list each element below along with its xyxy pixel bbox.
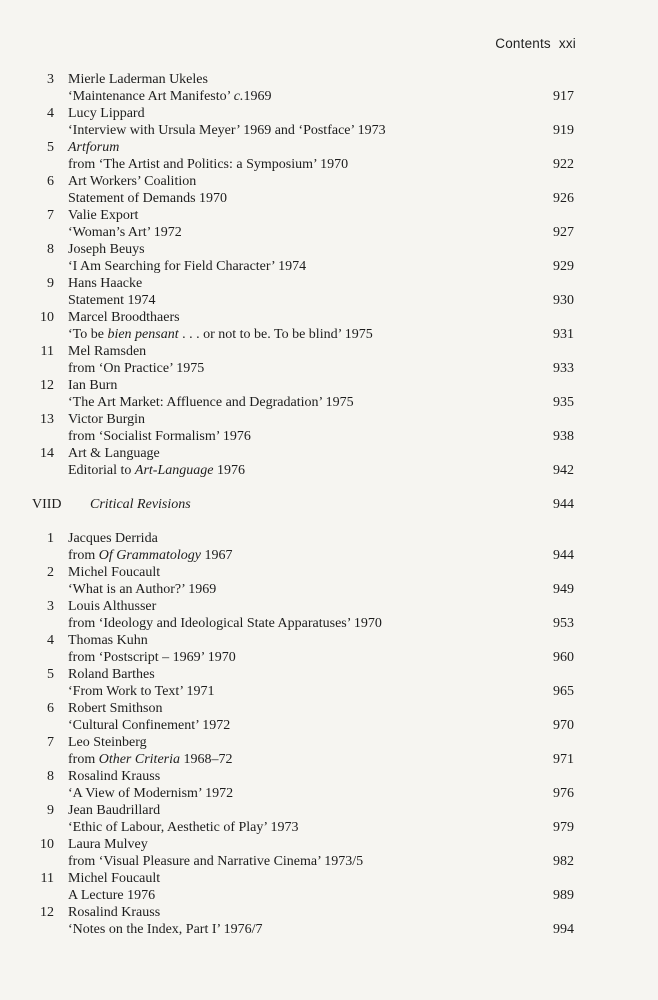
entry-title-italic: Art-Language [134, 463, 214, 478]
entry-title-text: from ‘Ideology and Ideological State Apparatuses’ 1970 [68, 616, 382, 631]
entry-title-text: from ‘On Practice’ 1975 [68, 361, 205, 376]
toc-entry-author-row [0, 445, 658, 462]
entry-number: 6 [47, 701, 54, 716]
entry-title-text: from ‘The Artist and Politics: a Symposium’ 1970 [68, 157, 349, 172]
entry-author: Hans Haacke [68, 276, 143, 291]
entry-page-number: 935 [553, 395, 574, 410]
entry-title [68, 190, 227, 207]
entry-title [68, 683, 214, 700]
entry-author: Lucy Lippard [68, 106, 145, 121]
entry-number: 1 [47, 531, 54, 546]
entry-number: 14 [40, 446, 54, 461]
entry-number: 4 [47, 633, 54, 648]
entry-title-text: ‘I Am Searching for Field Character’ 1974 [68, 259, 307, 274]
toc-entry-title-row [0, 751, 658, 768]
entry-title [68, 819, 299, 836]
section-number: VIID [32, 497, 62, 512]
entry-number: 7 [47, 208, 54, 223]
toc-entry-author-row [0, 530, 658, 547]
toc-entry-author-row [0, 904, 658, 921]
entry-title-text: from ‘Postscript – 1969’ 1970 [68, 650, 236, 665]
entry-number: 13 [40, 412, 54, 427]
entry-title-text-end: 1976 [213, 463, 245, 478]
entry-page-number: 994 [553, 922, 574, 937]
entry-number: 11 [40, 871, 54, 886]
entry-number: 2 [47, 565, 54, 580]
running-head-page-number: xxi [558, 36, 576, 51]
entry-title [68, 122, 386, 139]
entry-author: Ian Burn [68, 378, 118, 393]
entry-number: 10 [40, 837, 54, 852]
entry-title [68, 360, 204, 377]
toc-group-critical-revisions [0, 530, 658, 938]
entry-author: Roland Barthes [68, 667, 155, 682]
entry-title-text: from ‘Visual Pleasure and Narrative Cinema’ 1973/5 [68, 854, 364, 869]
entry-page-number: 938 [553, 429, 574, 444]
entry-author: Laura Mulvey [68, 837, 148, 852]
entry-number: 12 [40, 378, 54, 393]
toc-entry-title-row [0, 887, 658, 904]
entry-number: 8 [47, 242, 54, 257]
entry-number: 7 [47, 735, 54, 750]
toc-entry-title-row [0, 326, 658, 343]
entry-page-number: 930 [553, 293, 574, 308]
entry-page-number: 917 [553, 89, 574, 104]
toc-entry-author-row [0, 207, 658, 224]
toc-entry-title-row [0, 785, 658, 802]
entry-page-number: 919 [553, 123, 574, 138]
entry-title-text: ‘Ethic of Labour, Aesthetic of Play’ 1973 [68, 820, 299, 835]
entry-title [68, 649, 236, 666]
entry-page-number: 929 [553, 259, 574, 274]
entry-author: Victor Burgin [68, 412, 146, 427]
entry-author: Artforum [68, 140, 120, 155]
toc-entry-title-row [0, 122, 658, 139]
entry-page-number: 942 [553, 463, 574, 478]
entry-author: Rosalind Krauss [68, 905, 161, 920]
entry-page-number: 971 [553, 752, 574, 767]
entry-title [68, 853, 363, 870]
entry-page-number: 979 [553, 820, 574, 835]
entry-author: Michel Foucault [68, 871, 161, 886]
entry-author: Leo Steinberg [68, 735, 147, 750]
entry-title-text: A Lecture 1976 [68, 888, 156, 903]
entry-page-number: 976 [553, 786, 574, 801]
entry-title [68, 292, 156, 309]
toc-entry-author-row [0, 173, 658, 190]
entry-author: Rosalind Krauss [68, 769, 161, 784]
section-gap [0, 479, 658, 496]
entry-title [68, 258, 306, 275]
entry-author: Michel Foucault [68, 565, 161, 580]
entry-title [68, 547, 233, 564]
toc-entry-title-row [0, 258, 658, 275]
toc-entry-title-row [0, 615, 658, 632]
entry-title-italic: Other Criteria [98, 752, 180, 767]
entry-author: Robert Smithson [68, 701, 163, 716]
entry-title-text: ‘Maintenance Art Manifesto’ [68, 89, 234, 104]
toc-entry-author-row [0, 632, 658, 649]
toc-entry-author-row [0, 666, 658, 683]
entry-author: Thomas Kuhn [68, 633, 148, 648]
toc-entry-author-row [0, 598, 658, 615]
entry-title [68, 751, 233, 768]
toc-entry-author-row [0, 564, 658, 581]
entry-title-text-end: . . . or not to be. To be blind’ 1975 [178, 327, 373, 342]
toc-entry-title-row [0, 547, 658, 564]
entry-title [68, 921, 263, 938]
toc-entry-title-row [0, 394, 658, 411]
entry-number: 5 [47, 140, 54, 155]
entry-title [68, 462, 245, 479]
entry-author: Mierle Laderman Ukeles [68, 72, 208, 87]
entry-number: 5 [47, 667, 54, 682]
toc-entry-title-row [0, 921, 658, 938]
toc-entry-author-row [0, 802, 658, 819]
entry-number: 6 [47, 174, 54, 189]
toc-entry-author-row [0, 309, 658, 326]
entry-title-text: ‘What is an Author?’ 1969 [68, 582, 217, 597]
entry-title [68, 156, 348, 173]
entry-title-text: from [68, 752, 99, 767]
toc-entry-author-row [0, 241, 658, 258]
toc-entry-title-row [0, 190, 658, 207]
toc-entry-title-row [0, 224, 658, 241]
entry-title-text: from [68, 548, 99, 563]
entry-number: 11 [40, 344, 54, 359]
toc-entry-title-row [0, 156, 658, 173]
entry-page-number: 944 [553, 548, 574, 563]
entry-page-number: 970 [553, 718, 574, 733]
entry-title [68, 717, 230, 734]
section-title: Critical Revisions [90, 497, 191, 512]
entry-title-text-end: 1967 [201, 548, 233, 563]
entry-title [68, 88, 271, 105]
toc-entry-author-row [0, 377, 658, 394]
toc-entry-author-row [0, 275, 658, 292]
entry-page-number: 960 [553, 650, 574, 665]
toc-entry-author-row [0, 343, 658, 360]
toc-entry-title-row [0, 819, 658, 836]
toc-entry-author-row [0, 105, 658, 122]
toc-entry-title-row [0, 683, 658, 700]
entry-title-text: Editorial to [68, 463, 135, 478]
entry-author: Art & Language [68, 446, 160, 461]
toc-entry-title-row [0, 853, 658, 870]
toc-group-part-one [0, 71, 658, 479]
entry-title [68, 428, 251, 445]
entry-author: Valie Export [68, 208, 139, 223]
entry-title-text: ‘Woman’s Art’ 1972 [68, 225, 182, 240]
entry-title [68, 581, 216, 598]
entry-number: 10 [40, 310, 54, 325]
entry-title-text: ‘The Art Market: Affluence and Degradation’ 1975 [68, 395, 354, 410]
entry-number: 12 [40, 905, 54, 920]
section-gap [0, 513, 658, 530]
entry-page-number: 989 [553, 888, 574, 903]
table-of-contents [0, 71, 658, 938]
entry-title-text: ‘Interview with Ursula Meyer’ 1969 and ‘Postface’ 1973 [68, 123, 386, 138]
toc-entry-title-row [0, 581, 658, 598]
running-head [495, 36, 576, 51]
toc-entry-author-row [0, 734, 658, 751]
entry-number: 4 [47, 106, 54, 121]
running-head-title: Contents [495, 36, 551, 51]
section-page-number: 944 [553, 497, 574, 512]
entry-page-number: 926 [553, 191, 574, 206]
toc-entry-title-row [0, 428, 658, 445]
entry-title-text-end: 1969 [243, 89, 272, 104]
entry-page-number: 965 [553, 684, 574, 699]
entry-title-text-end: 1968–72 [180, 752, 233, 767]
toc-entry-author-row [0, 700, 658, 717]
entry-title [68, 615, 382, 632]
entry-page-number: 949 [553, 582, 574, 597]
entry-title [68, 785, 233, 802]
entry-author: Louis Althusser [68, 599, 157, 614]
toc-entry-title-row [0, 649, 658, 666]
entry-author: Marcel Broodthaers [68, 310, 180, 325]
entry-title-text: Statement of Demands 1970 [68, 191, 228, 206]
toc-entry-title-row [0, 462, 658, 479]
toc-entry-title-row [0, 360, 658, 377]
entry-title-text: ‘Cultural Confinement’ 1972 [68, 718, 231, 733]
toc-entry-title-row [0, 717, 658, 734]
entry-title-text: from ‘Socialist Formalism’ 1976 [68, 429, 251, 444]
entry-page-number: 922 [553, 157, 574, 172]
toc-entry-author-row [0, 71, 658, 88]
toc-entry-author-row [0, 836, 658, 853]
entry-title [68, 326, 373, 343]
entry-author: Art Workers’ Coalition [68, 174, 197, 189]
entry-author: Jacques Derrida [68, 531, 158, 546]
entry-author: Jean Baudrillard [68, 803, 161, 818]
toc-entry-author-row [0, 139, 658, 156]
entry-number: 9 [47, 803, 54, 818]
entry-title-text: ‘From Work to Text’ 1971 [68, 684, 215, 699]
entry-author: Mel Ramsden [68, 344, 147, 359]
entry-title [68, 224, 182, 241]
toc-entry-author-row [0, 768, 658, 785]
entry-number: 8 [47, 769, 54, 784]
entry-author: Joseph Beuys [68, 242, 145, 257]
entry-title-text: ‘Notes on the Index, Part I’ 1976/7 [68, 922, 263, 937]
toc-entry-title-row [0, 88, 658, 105]
entry-title-italic: c. [233, 89, 244, 104]
toc-entry-author-row [0, 870, 658, 887]
entry-page-number: 927 [553, 225, 574, 240]
entry-title-italic: bien pensant [107, 327, 179, 342]
entry-number: 3 [47, 599, 54, 614]
entry-page-number: 982 [553, 854, 574, 869]
entry-title [68, 394, 354, 411]
entry-page-number: 933 [553, 361, 574, 376]
entry-title [68, 887, 155, 904]
toc-entry-author-row [0, 411, 658, 428]
entry-title-text: ‘To be [68, 327, 108, 342]
entry-title-italic: Of Grammatology [98, 548, 201, 563]
entry-page-number: 931 [553, 327, 574, 342]
entry-page-number: 953 [553, 616, 574, 631]
section-heading [0, 496, 658, 513]
entry-number: 9 [47, 276, 54, 291]
entry-title-text: Statement 1974 [68, 293, 156, 308]
toc-entry-title-row [0, 292, 658, 309]
entry-number: 3 [47, 72, 54, 87]
entry-title-text: ‘A View of Modernism’ 1972 [68, 786, 234, 801]
